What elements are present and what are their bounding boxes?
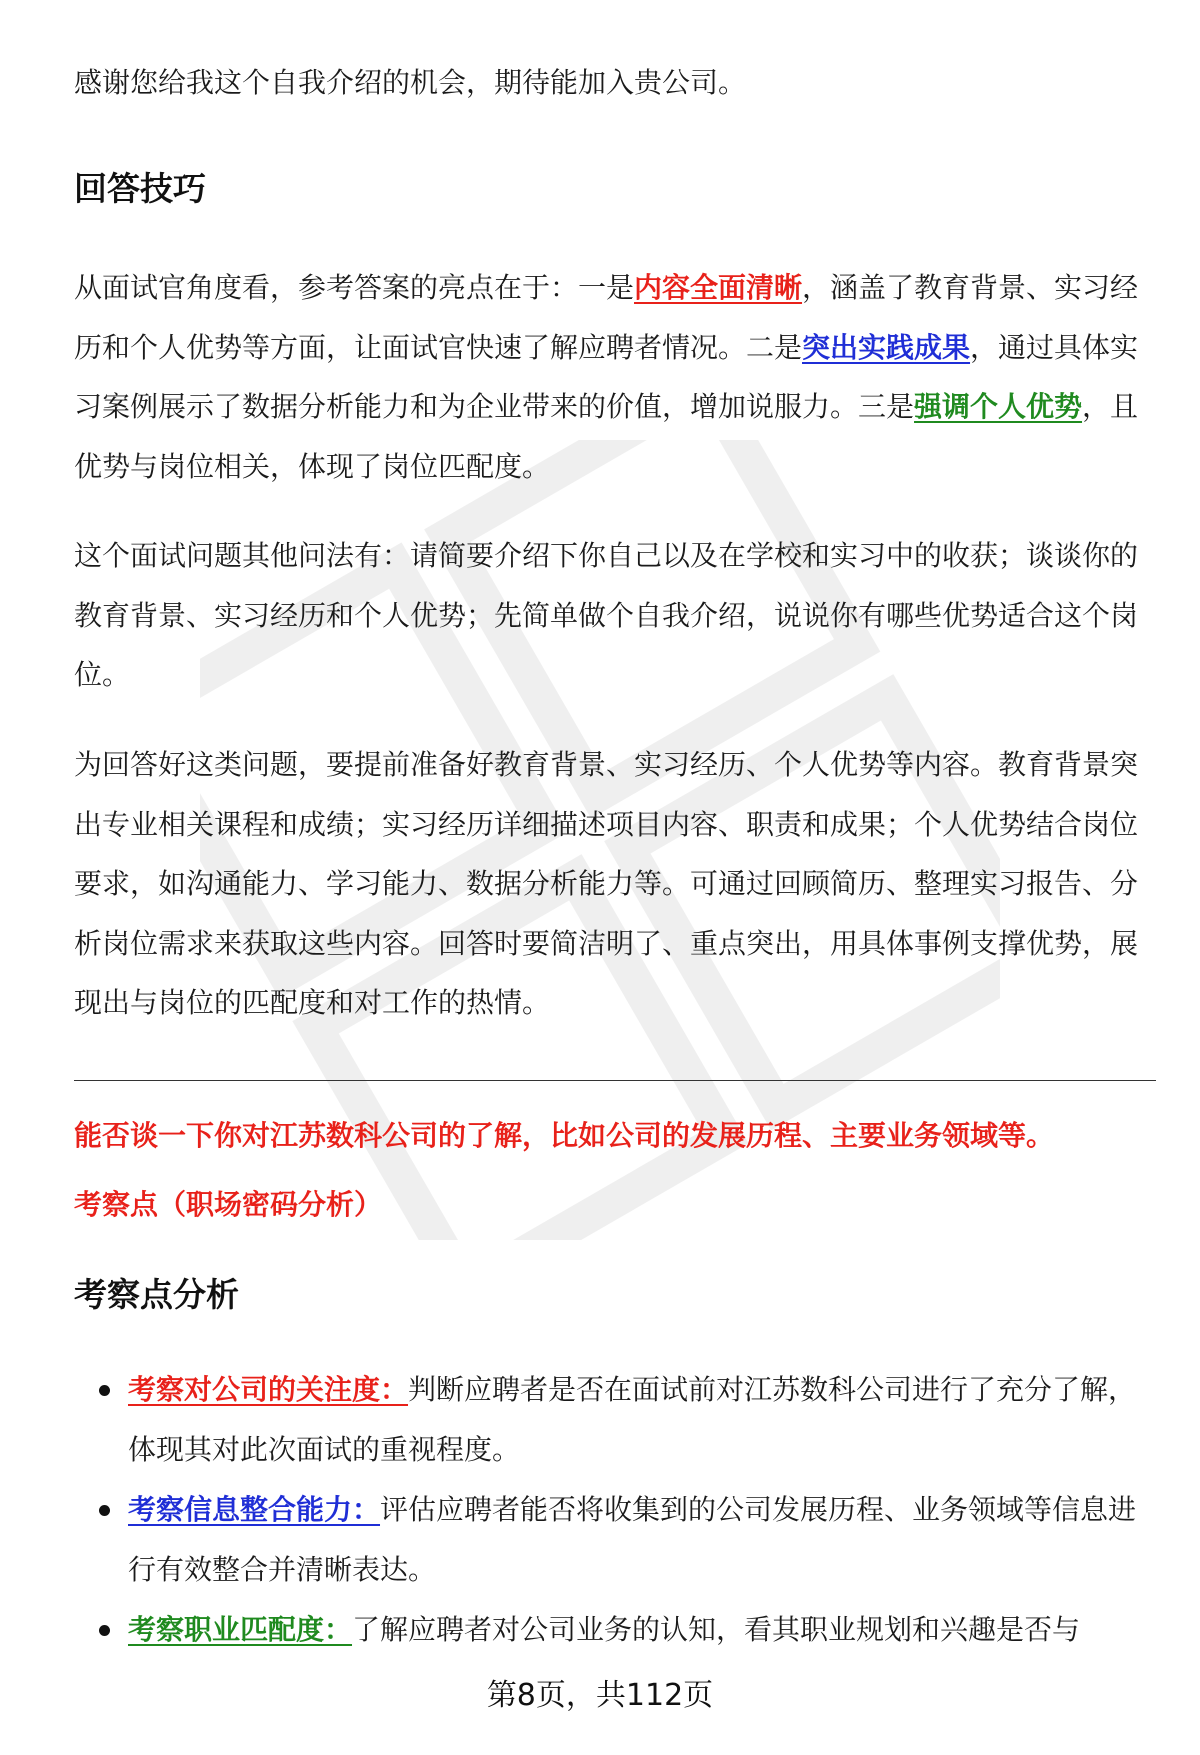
analysis-item-label: 考察信息整合能力： (128, 1493, 381, 1526)
section-divider (74, 1080, 1156, 1081)
analysis-item (74, 1480, 1149, 1600)
tips-paragraph-3: 为回答好这类问题，要提前准备好教育背景、实习经历、个人优势等内容。教育背景突出专业相关课程和成绩；实习经历详细描述项目内容、职责和成果；个人优势结合岗位要求，如沟通能力、学习能力、数据分析能力等。可通过回顾简历、整理实习报告、分析岗位需求来获取这些内容。回答时要简洁明了、重点突出，用具体事例支撑优势，展现出与岗位的匹配度和对工作的热情。 (74, 748, 1139, 1019)
tips-p1-text-1: 从面试官角度看，参考答案的亮点在于：一是 (74, 271, 635, 304)
analysis-item-text: 判断应聘者是否在面试前对江苏数科公司进行了充分了解，体现其对此次面试的重视程度。 (128, 1373, 1137, 1466)
highlight-personal-strengths: 强调个人优势 (914, 390, 1083, 423)
section-heading-analysis: 考察点分析 (74, 1275, 239, 1314)
highlight-practice-results: 突出实践成果 (802, 330, 971, 364)
question-subtitle: 考察点（职场密码分析） (74, 1188, 383, 1221)
analysis-item-text: 评估应聘者能否将收集到的公司发展历程、业务领域等信息进行有效整合并清晰表达。 (128, 1493, 1137, 1586)
tips-paragraph-2: 这个面试问题其他问法有：请简要介绍下你自己以及在学校和实习中的收获；谈谈你的教育背景、实习经历和个人优势；先简单做个自我介绍，说说你有哪些优势适合这个岗位。 (74, 539, 1139, 691)
interview-question: 能否谈一下你对江苏数科公司的了解，比如公司的发展历程、主要业务领域等。 (74, 1119, 1055, 1152)
page-footer: 第8页，共112页 (486, 1678, 714, 1713)
analysis-list (74, 1360, 1149, 1660)
analysis-item-text: 了解应聘者对公司业务的认知，看其职业规划和兴趣是否与 (352, 1613, 1081, 1646)
section-heading-tips: 回答技巧 (74, 169, 206, 208)
intro-line: 感谢您给我这个自我介绍的机会，期待能加入贵公司。 (74, 66, 747, 99)
analysis-item-label: 考察对公司的关注度： (128, 1373, 409, 1406)
tips-p1-text-2: ，涵盖了教育背景、实习经历和个人优势等方面，让面试官快速了解应聘者情况。二是 (74, 271, 1139, 364)
analysis-item (74, 1600, 1149, 1660)
tips-p1-text-4: ，且优势与岗位相关，体现了岗位匹配度。 (74, 390, 1139, 483)
analysis-item (74, 1360, 1149, 1480)
tips-paragraph-1 (74, 258, 1149, 496)
analysis-item-label: 考察职业匹配度： (128, 1613, 353, 1646)
highlight-content-clear: 内容全面清晰 (634, 271, 803, 304)
tips-p1-text-3: ，通过具体实习案例展示了数据分析能力和为企业带来的价值，增加说服力。三是 (74, 330, 1139, 423)
